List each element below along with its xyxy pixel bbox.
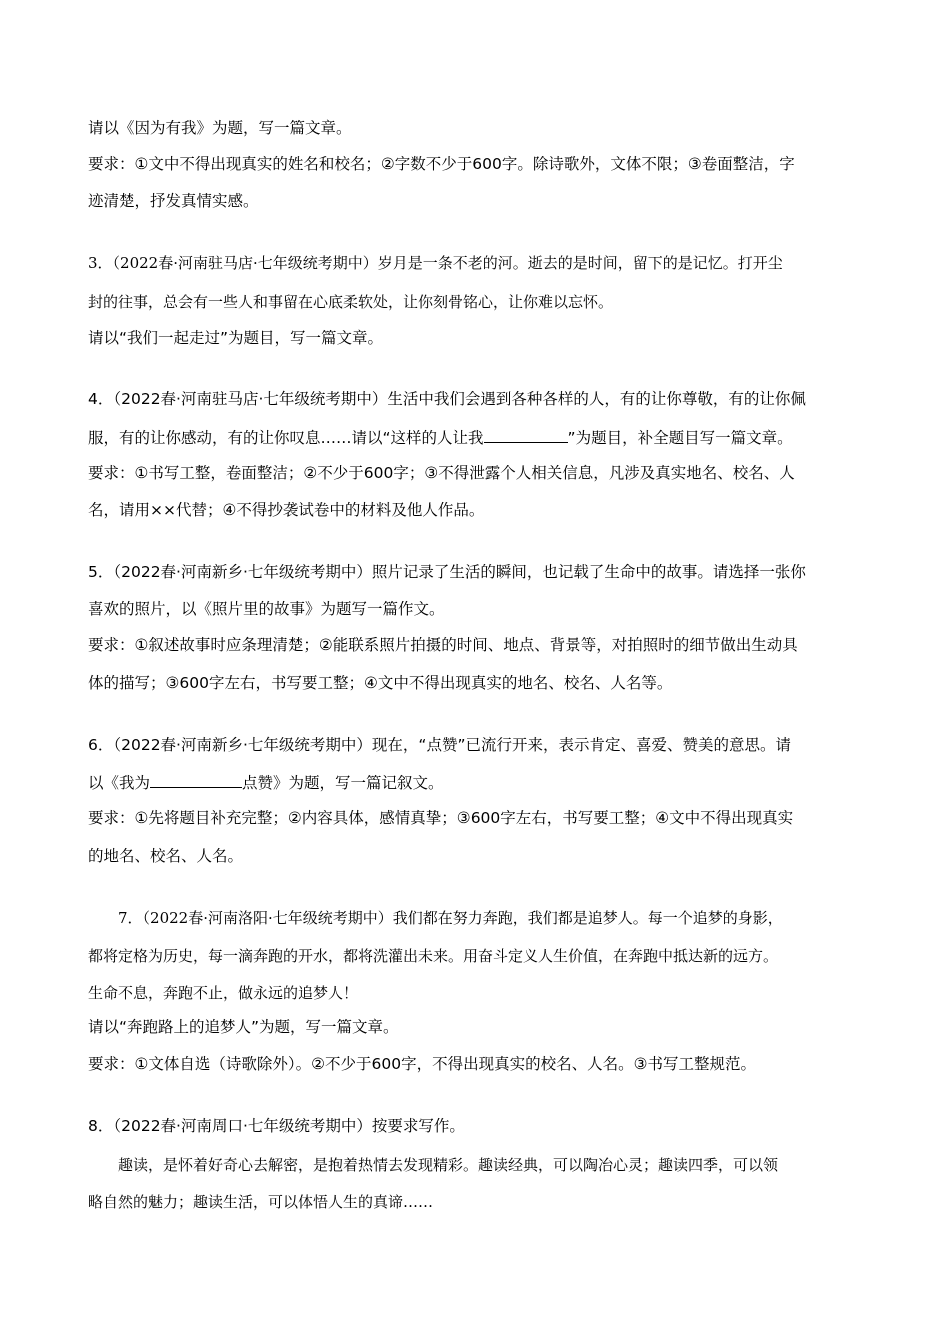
q5-prompt-line-2: 喜欢的照片，以《照片里的故事》为题写一篇作文。 [88,600,445,618]
q2-requirements-line-1: 要求：①文中不得出现真实的姓名和校名；②字数不少于600字。除诗歌外，文体不限；③卷面整洁，字 [88,155,795,173]
q4-prompt-line-2-end: ”为题目，补全题目写一篇文章。 [567,429,793,447]
q7-prompt-line-1: 7．（2022春·河南洛阳·七年级统考期中）我们都在努力奔跑，我们都是追梦人。每一个追梦的身影， [118,909,783,927]
q4-requirements-line-2: 名，请用××代替；④不得抄袭试卷中的材料及他人作品。 [88,501,485,519]
q6-title-blank [150,772,242,788]
q4-requirements-line-1: 要求：①书写工整，卷面整洁；②不少于600字；③不得泄露个人相关信息，凡涉及真实地名、校名、人 [88,464,795,482]
q5-requirements-line-2: 体的描写；③600字左右，书写要工整；④文中不得出现真实的地名、校名、人名等。 [88,674,673,692]
q7-prompt-line-3: 生命不息，奔跑不止，做永远的追梦人！ [88,984,359,1002]
q4-prompt-line-2-start: 服，有的让你感动，有的让你叹息……请以“这样的人让我 [88,429,484,447]
q3-task-line: 请以“我们一起走过”为题目，写一篇文章。 [88,329,384,347]
q2-title-line: 请以《因为有我》为题，写一篇文章。 [88,119,352,137]
q8-material-line-2: 略自然的魅力；趣读生活，可以体悟人生的真谛…… [88,1193,434,1211]
q6-prompt-line-2-end: 点赞》为题，写一篇记叙文。 [242,774,444,792]
q4-title-blank [484,427,568,443]
q3-prompt-line-2: 封的往事，总会有一些人和事留在心底柔软处，让你刻骨铭心，让你难以忘怀。 [88,293,614,311]
q8-material-line-1: 趣读，是怀着好奇心去解密，是抱着热情去发现精彩。趣读经典，可以陶冶心灵；趣读四季，可以领 [118,1156,779,1174]
q5-prompt-line-1: 5．（2022春·河南新乡·七年级统考期中）照片记录了生活的瞬间，也记载了生命中的故事。请选择一张你 [88,563,806,581]
q7-task-line: 请以“奔跑路上的追梦人”为题，写一篇文章。 [88,1018,399,1036]
q6-requirements-line-2: 的地名、校名、人名。 [88,847,244,865]
q5-requirements-line-1: 要求：①叙述故事时应条理清楚；②能联系照片拍摄的时间、地点、背景等，对拍照时的细节做出生动具 [88,636,798,654]
q6-prompt-line-2 [88,772,444,793]
q2-requirements-line-2: 迹清楚，抒发真情实感。 [88,192,259,210]
q6-prompt-line-2-start: 以《我为 [88,774,151,792]
q8-prompt-line-1: 8．（2022春·河南周口·七年级统考期中）按要求写作。 [88,1117,465,1135]
q6-prompt-line-1: 6．（2022春·河南新乡·七年级统考期中）现在，“点赞”已流行开来，表示肯定、喜爱、赞美的意思。请 [88,736,791,754]
q6-requirements-line-1: 要求：①先将题目补充完整；②内容具体，感情真挚；③600字左右，书写要工整；④文中不得出现真实 [88,809,794,827]
q7-prompt-line-2: 都将定格为历史，每一滴奔跑的开水，都将洗灌出未来。用奋斗定义人生价值，在奔跑中抵达新的远方。 [88,947,779,965]
q3-prompt-line-1: 3．（2022春·河南驻马店·七年级统考期中）岁月是一条不老的河。逝去的是时间，留下的是记忆。打开尘 [88,254,783,272]
q4-prompt-line-1: 4．（2022春·河南驻马店·七年级统考期中）生活中我们会遇到各种各样的人，有的让你尊敬，有的让你佩 [88,390,806,408]
q7-requirements-line: 要求：①文体自选（诗歌除外）。②不少于600字，不得出现真实的校名、人名。③书写工整规范。 [88,1055,757,1073]
q4-prompt-line-2 [88,427,793,448]
